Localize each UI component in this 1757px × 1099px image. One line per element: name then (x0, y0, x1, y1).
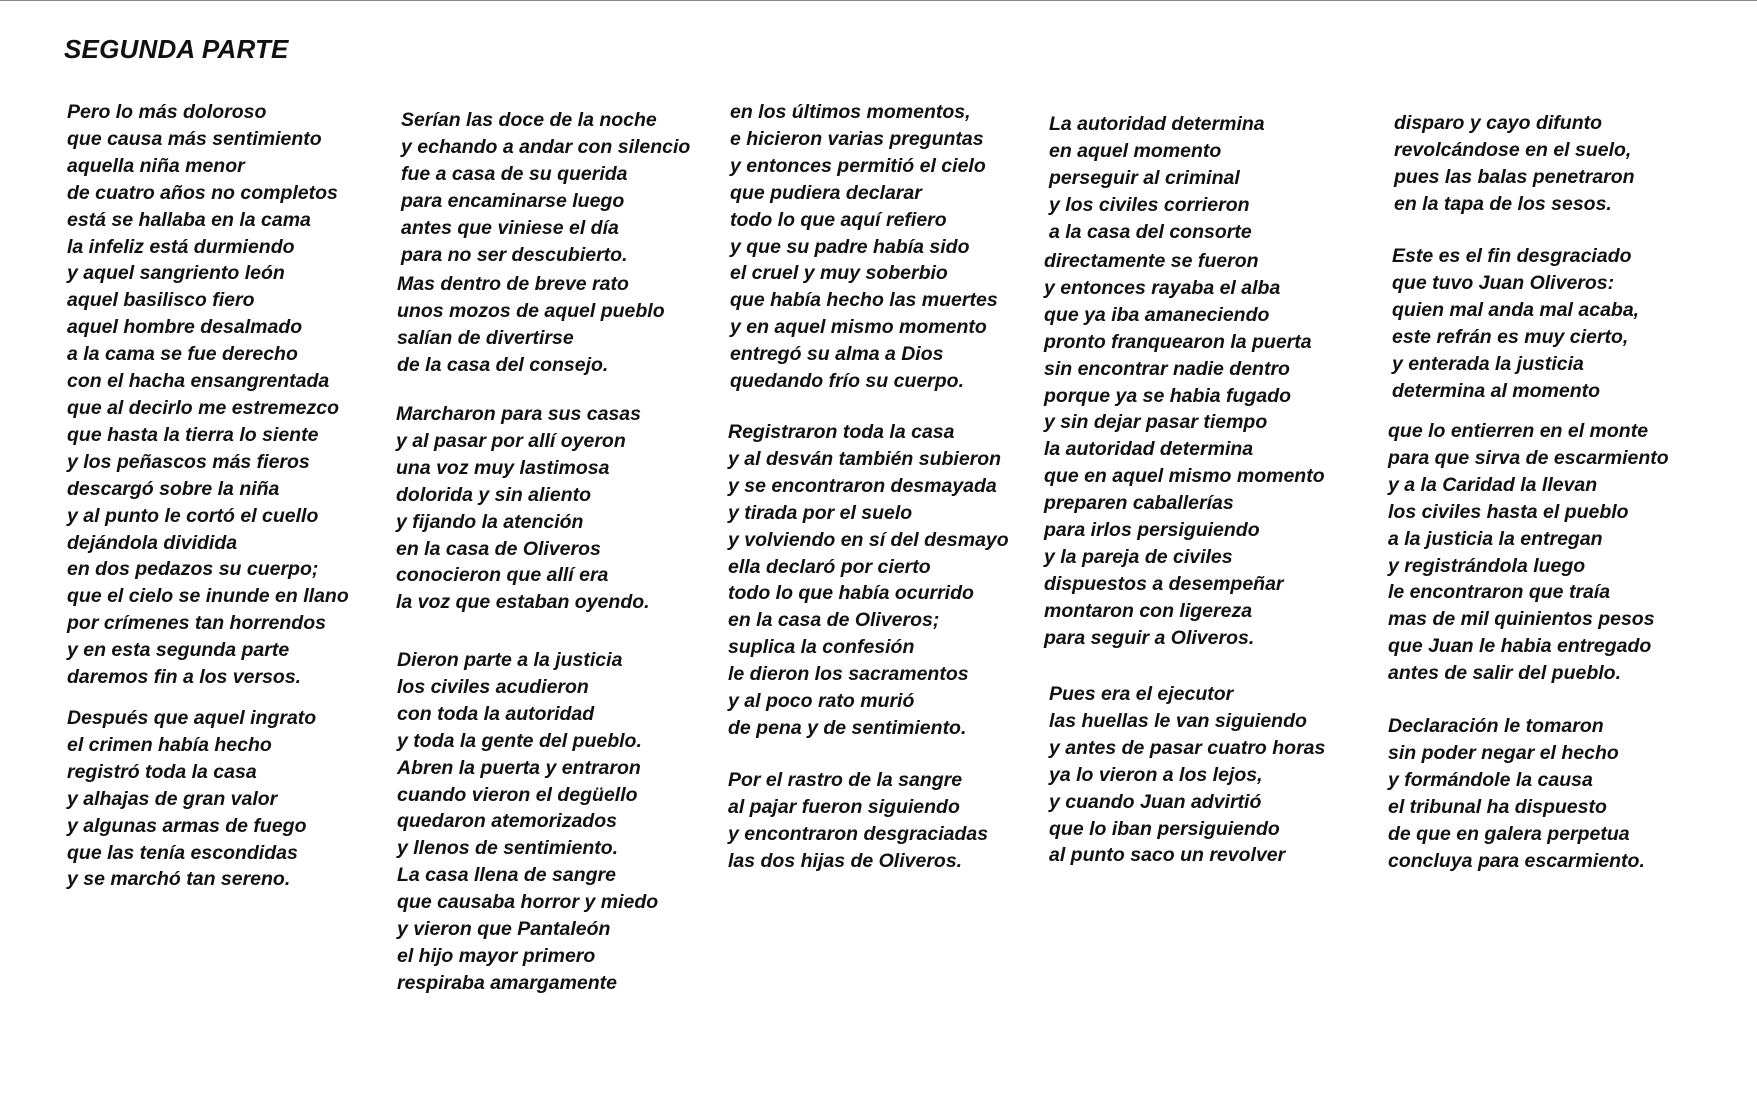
verse-line: todo lo que había ocurrido (728, 582, 974, 605)
verse-line: con toda la autoridad (397, 702, 595, 725)
verse-line: directamente se fueron (1044, 250, 1259, 272)
verse-line: y en esta segunda parte (67, 639, 290, 662)
verse-line: y registrándola luego (1388, 554, 1586, 577)
verse-line: quedando frío su cuerpo. (730, 370, 965, 393)
top-border-line (0, 0, 1757, 1)
verse-line: a la cama se fue derecho (67, 343, 298, 366)
verse-line: y echando a andar con silencio (401, 135, 691, 158)
verse-line: que pudiera declarar (730, 181, 922, 204)
verse-line: Marcharon para sus casas (396, 403, 641, 425)
verse-line: y fijando la atención (396, 510, 584, 533)
verse-line: sin encontrar nadie dentro (1044, 357, 1290, 380)
verse-line: e hicieron varias preguntas (730, 127, 984, 150)
verse-line: pronto franquearon la puerta (1044, 330, 1312, 353)
stanza-col4-2 (1044, 248, 1325, 652)
verse-line: al punto saco un revolver (1049, 844, 1286, 867)
verse-line: La autoridad determina (1049, 113, 1265, 135)
verse-line: Declaración le tomaron (1388, 715, 1604, 737)
verse-line: Este es el fin desgraciado (1392, 245, 1632, 267)
verse-line: y encontraron desgraciadas (728, 822, 989, 845)
verse-line: para que sirva de escarmiento (1388, 446, 1669, 469)
verse-line: y tirada por el suelo (728, 501, 913, 524)
verse-line: ya lo vieron a los lejos, (1049, 763, 1263, 786)
verse-line: y enterada la justicia (1392, 352, 1584, 375)
verse-line: para encaminarse luego (401, 189, 625, 212)
verse-line: que hasta la tierra lo siente (67, 423, 319, 446)
verse-line: y al punto le cortó el cuello (67, 504, 319, 527)
verse-line: y al poco rato murió (728, 690, 915, 713)
stanza-col1-2 (67, 705, 316, 893)
verse-line: concluya para escarmiento. (1388, 849, 1645, 872)
verse-line: y los peñascos más fieros (67, 450, 310, 473)
verse-line: unos mozos de aquel pueblo (397, 299, 665, 322)
verse-line: y a la Caridad la llevan (1388, 473, 1598, 496)
verse-line: Registraron toda la casa (728, 421, 955, 443)
stanza-col2-4 (397, 647, 658, 997)
verse-line: y entonces rayaba el alba (1044, 276, 1281, 299)
stanza-col2-2 (397, 271, 665, 379)
verse-line: de pena y de sentimiento. (728, 716, 967, 739)
verse-line: aquella niña menor (67, 154, 245, 177)
verse-line: Por el rastro de la sangre (728, 769, 963, 791)
verse-line: La casa llena de sangre (397, 864, 616, 887)
stanza-col3-3 (728, 767, 988, 875)
verse-line: con el hacha ensangrentada (67, 370, 330, 393)
verse-line: aquel basilisco fiero (67, 289, 255, 312)
verse-line: salían de divertirse (397, 326, 574, 349)
verse-line: disparo y cayo difunto (1394, 112, 1603, 134)
verse-line: y aquel sangriento león (67, 262, 285, 285)
verse-line: la autoridad determina (1044, 438, 1254, 461)
verse-line: montaron con ligereza (1044, 599, 1253, 622)
verse-line: el crimen había hecho (67, 733, 272, 756)
verse-line: en aquel momento (1049, 139, 1222, 162)
verse-line: y que su padre había sido (730, 235, 970, 258)
verse-line: y al desván también subieron (728, 447, 1002, 470)
stanza-col1-1 (67, 99, 349, 691)
verse-line: preparen caballerías (1044, 492, 1234, 515)
verse-line: todo lo que aquí refiero (730, 208, 947, 231)
stanza-col5-3 (1388, 418, 1669, 687)
verse-line: y sin dejar pasar tiempo (1044, 411, 1268, 434)
stanza-col4-1 (1049, 111, 1265, 246)
verse-line: y vieron que Pantaleón (397, 918, 611, 941)
stanza-col4-3 (1049, 681, 1325, 869)
page-title: SEGUNDA PARTE (64, 34, 289, 64)
verse-line: daremos fin a los versos. (67, 666, 302, 689)
verse-line: el hijo mayor primero (397, 944, 596, 967)
verse-line: sin poder negar el hecho (1388, 741, 1619, 764)
verse-line: el cruel y muy soberbio (730, 262, 948, 285)
verse-line: que al decirlo me estremezco (67, 396, 340, 419)
verse-line: para seguir a Oliveros. (1044, 626, 1255, 649)
verse-line: antes de salir del pueblo. (1388, 662, 1621, 685)
verse-line: que lo entierren en el monte (1388, 420, 1649, 442)
verse-line: de cuatro años no completos (67, 181, 338, 204)
verse-line: que lo iban persiguiendo (1049, 817, 1280, 840)
verse-line: mas de mil quinientos pesos (1388, 608, 1655, 631)
verse-line: que ya iba amaneciendo (1044, 303, 1270, 326)
stanza-col3-1 (730, 99, 998, 395)
verse-line: antes que viniese el día (401, 216, 619, 239)
verse-line: en la casa de Oliveros (396, 537, 601, 560)
stanza-col2-1 (401, 107, 690, 268)
verse-line: que causa más sentimiento (67, 127, 322, 150)
verse-line: de la casa del consejo. (397, 353, 609, 376)
verse-line: el tribunal ha dispuesto (1388, 795, 1607, 818)
verse-line: Pues era el ejecutor (1049, 683, 1234, 705)
stanza-col5-2 (1392, 243, 1639, 404)
verse-line: que Juan le habia entregado (1388, 635, 1652, 658)
stanza-col3-2 (728, 419, 1009, 742)
verse-line: y antes de pasar cuatro horas (1049, 736, 1326, 759)
verse-line: una voz muy lastimosa (396, 456, 610, 479)
verse-line: y toda la gente del pueblo. (397, 729, 642, 752)
verse-line: quien mal anda mal acaba, (1392, 298, 1640, 321)
verse-line: y volviendo en sí del desmayo (728, 528, 1009, 551)
verse-line: Dieron parte a la justicia (397, 649, 623, 671)
verse-line: descargó sobre la niña (67, 477, 280, 500)
verse-line: los civiles acudieron (397, 675, 589, 698)
verse-line: y entonces permitió el cielo (730, 154, 986, 177)
verse-line: en los últimos momentos, (730, 101, 971, 123)
verse-line: y en aquel mismo momento (730, 316, 987, 339)
verse-line: suplica la confesión (728, 636, 915, 659)
verse-line: en la casa de Oliveros; (728, 609, 940, 632)
verse-line: la voz que estaban oyendo. (396, 591, 650, 614)
verse-line: y llenos de sentimiento. (397, 837, 619, 860)
verse-line: que había hecho las muertes (730, 289, 998, 312)
verse-line: Serían las doce de la noche (401, 109, 657, 131)
verse-line: respiraba amargamente (397, 971, 618, 994)
verse-line: Pero lo más doloroso (67, 101, 267, 123)
verse-line: determina al momento (1392, 379, 1601, 402)
verse-line: ella declaró por cierto (728, 555, 931, 578)
stanza-col5-1 (1394, 110, 1635, 218)
verse-line: quedaron atemorizados (397, 810, 617, 833)
verse-line: y los civiles corrieron (1049, 193, 1250, 216)
verse-line: que las tenía escondidas (67, 841, 298, 864)
verse-line: perseguir al criminal (1049, 166, 1240, 189)
verse-line: que tuvo Juan Oliveros: (1392, 271, 1615, 294)
verse-line: revolcándose en el suelo, (1394, 138, 1632, 161)
verse-line: y formándole la causa (1388, 768, 1593, 791)
verse-line: la infeliz está durmiendo (67, 235, 295, 258)
verse-line: al pajar fueron siguiendo (728, 795, 960, 818)
verse-line: y alhajas de gran valor (67, 787, 278, 810)
verse-line: Abren la puerta y entraron (397, 756, 641, 779)
verse-line: fue a casa de su querida (401, 162, 628, 185)
verse-line: en la tapa de los sesos. (1394, 192, 1612, 215)
verse-line: Después que aquel ingrato (67, 707, 317, 729)
verse-line: que el cielo se inunde en llano (67, 585, 349, 608)
verse-line: este refrán es muy cierto, (1392, 325, 1629, 348)
verse-line: le dieron los sacramentos (728, 663, 969, 686)
stanza-col5-4 (1388, 713, 1645, 874)
stanza-col2-3 (396, 401, 650, 616)
verse-line: los civiles hasta el pueblo (1388, 500, 1629, 523)
verse-line: porque ya se habia fugado (1044, 384, 1292, 407)
verse-line: entregó su alma a Dios (730, 343, 944, 366)
verse-line: para no ser descubierto. (401, 243, 628, 266)
verse-line: Mas dentro de breve rato (397, 273, 629, 295)
verse-line: y la pareja de civiles (1044, 545, 1233, 568)
verse-line: cuando vieron el degüello (397, 783, 638, 806)
verse-line: dolorida y sin aliento (396, 483, 592, 506)
verse-line: que en aquel mismo momento (1044, 465, 1325, 488)
verse-line: que causaba horror y miedo (397, 891, 659, 914)
verse-line: y cuando Juan advirtió (1049, 790, 1262, 813)
verse-line: a la casa del consorte (1049, 220, 1252, 243)
verse-line: y se encontraron desmayada (728, 474, 997, 497)
verse-line: y se marchó tan sereno. (67, 868, 291, 891)
verse-line: en dos pedazos su cuerpo; (67, 558, 319, 581)
verse-line: le encontraron que traía (1388, 581, 1611, 604)
verse-line: dispuestos a desempeñar (1044, 572, 1284, 595)
verse-line: y al pasar por allí oyeron (396, 429, 626, 452)
verse-line: a la justicia la entregan (1388, 527, 1603, 550)
verse-line: para irlos persiguiendo (1044, 519, 1260, 542)
verse-line: está se hallaba en la cama (67, 208, 311, 231)
verse-line: y algunas armas de fuego (67, 814, 307, 837)
verse-line: de que en galera perpetua (1388, 822, 1630, 845)
verse-line: las dos hijas de Oliveros. (728, 849, 963, 872)
verse-line: dejándola dividida (67, 531, 238, 554)
verse-line: aquel hombre desalmado (67, 316, 303, 339)
verse-line: conocieron que allí era (396, 564, 609, 587)
verse-line: por crímenes tan horrendos (67, 612, 326, 635)
verse-line: pues las balas penetraron (1394, 165, 1635, 188)
verse-line: registró toda la casa (67, 760, 257, 783)
verse-line: las huellas le van siguiendo (1049, 709, 1307, 732)
